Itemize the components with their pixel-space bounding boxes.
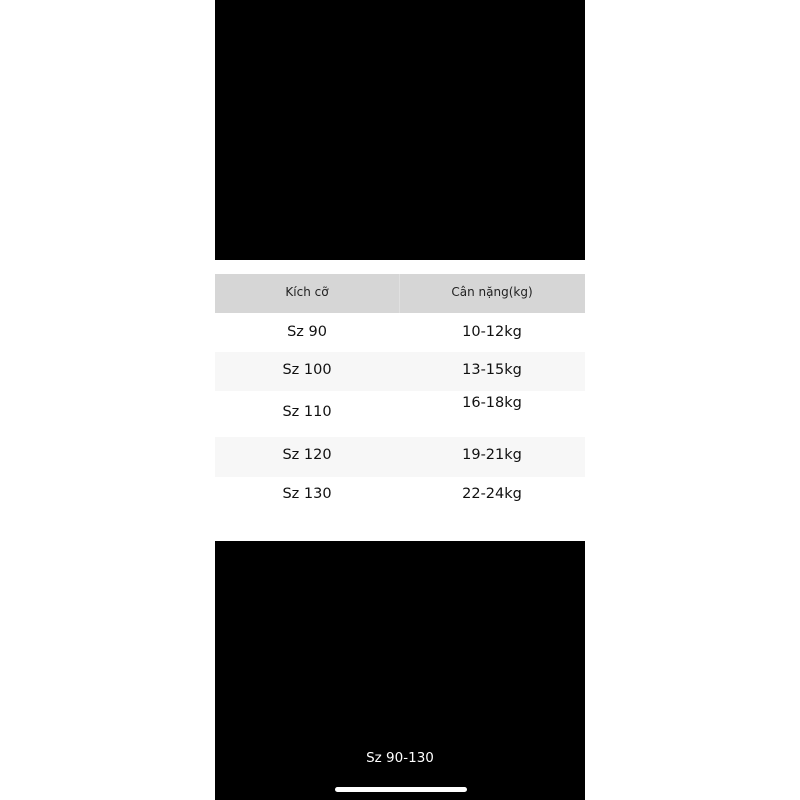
header-size: Kích cỡ — [285, 285, 329, 299]
size-chart-image — [215, 260, 585, 541]
table-header-row — [215, 274, 585, 313]
table-row — [215, 437, 585, 477]
table-row — [215, 477, 585, 516]
image-caption: Sz 90-130 — [366, 750, 434, 766]
weight-cell: 13-15kg — [462, 362, 522, 378]
home-indicator[interactable] — [335, 787, 467, 792]
table-row — [215, 352, 585, 391]
size-cell: Sz 130 — [282, 486, 332, 502]
table-row — [215, 391, 585, 437]
weight-cell: 22-24kg — [462, 486, 522, 502]
size-cell: Sz 120 — [282, 447, 332, 463]
weight-cell: 10-12kg — [462, 324, 522, 340]
size-cell: Sz 100 — [282, 362, 332, 378]
weight-cell: 16-18kg — [462, 395, 522, 411]
size-cell: Sz 90 — [287, 324, 327, 340]
image-viewer — [215, 0, 585, 800]
size-cell: Sz 110 — [282, 404, 332, 420]
weight-cell: 19-21kg — [462, 447, 522, 463]
table-row — [215, 313, 585, 352]
header-weight: Cân nặng(kg) — [451, 285, 533, 299]
